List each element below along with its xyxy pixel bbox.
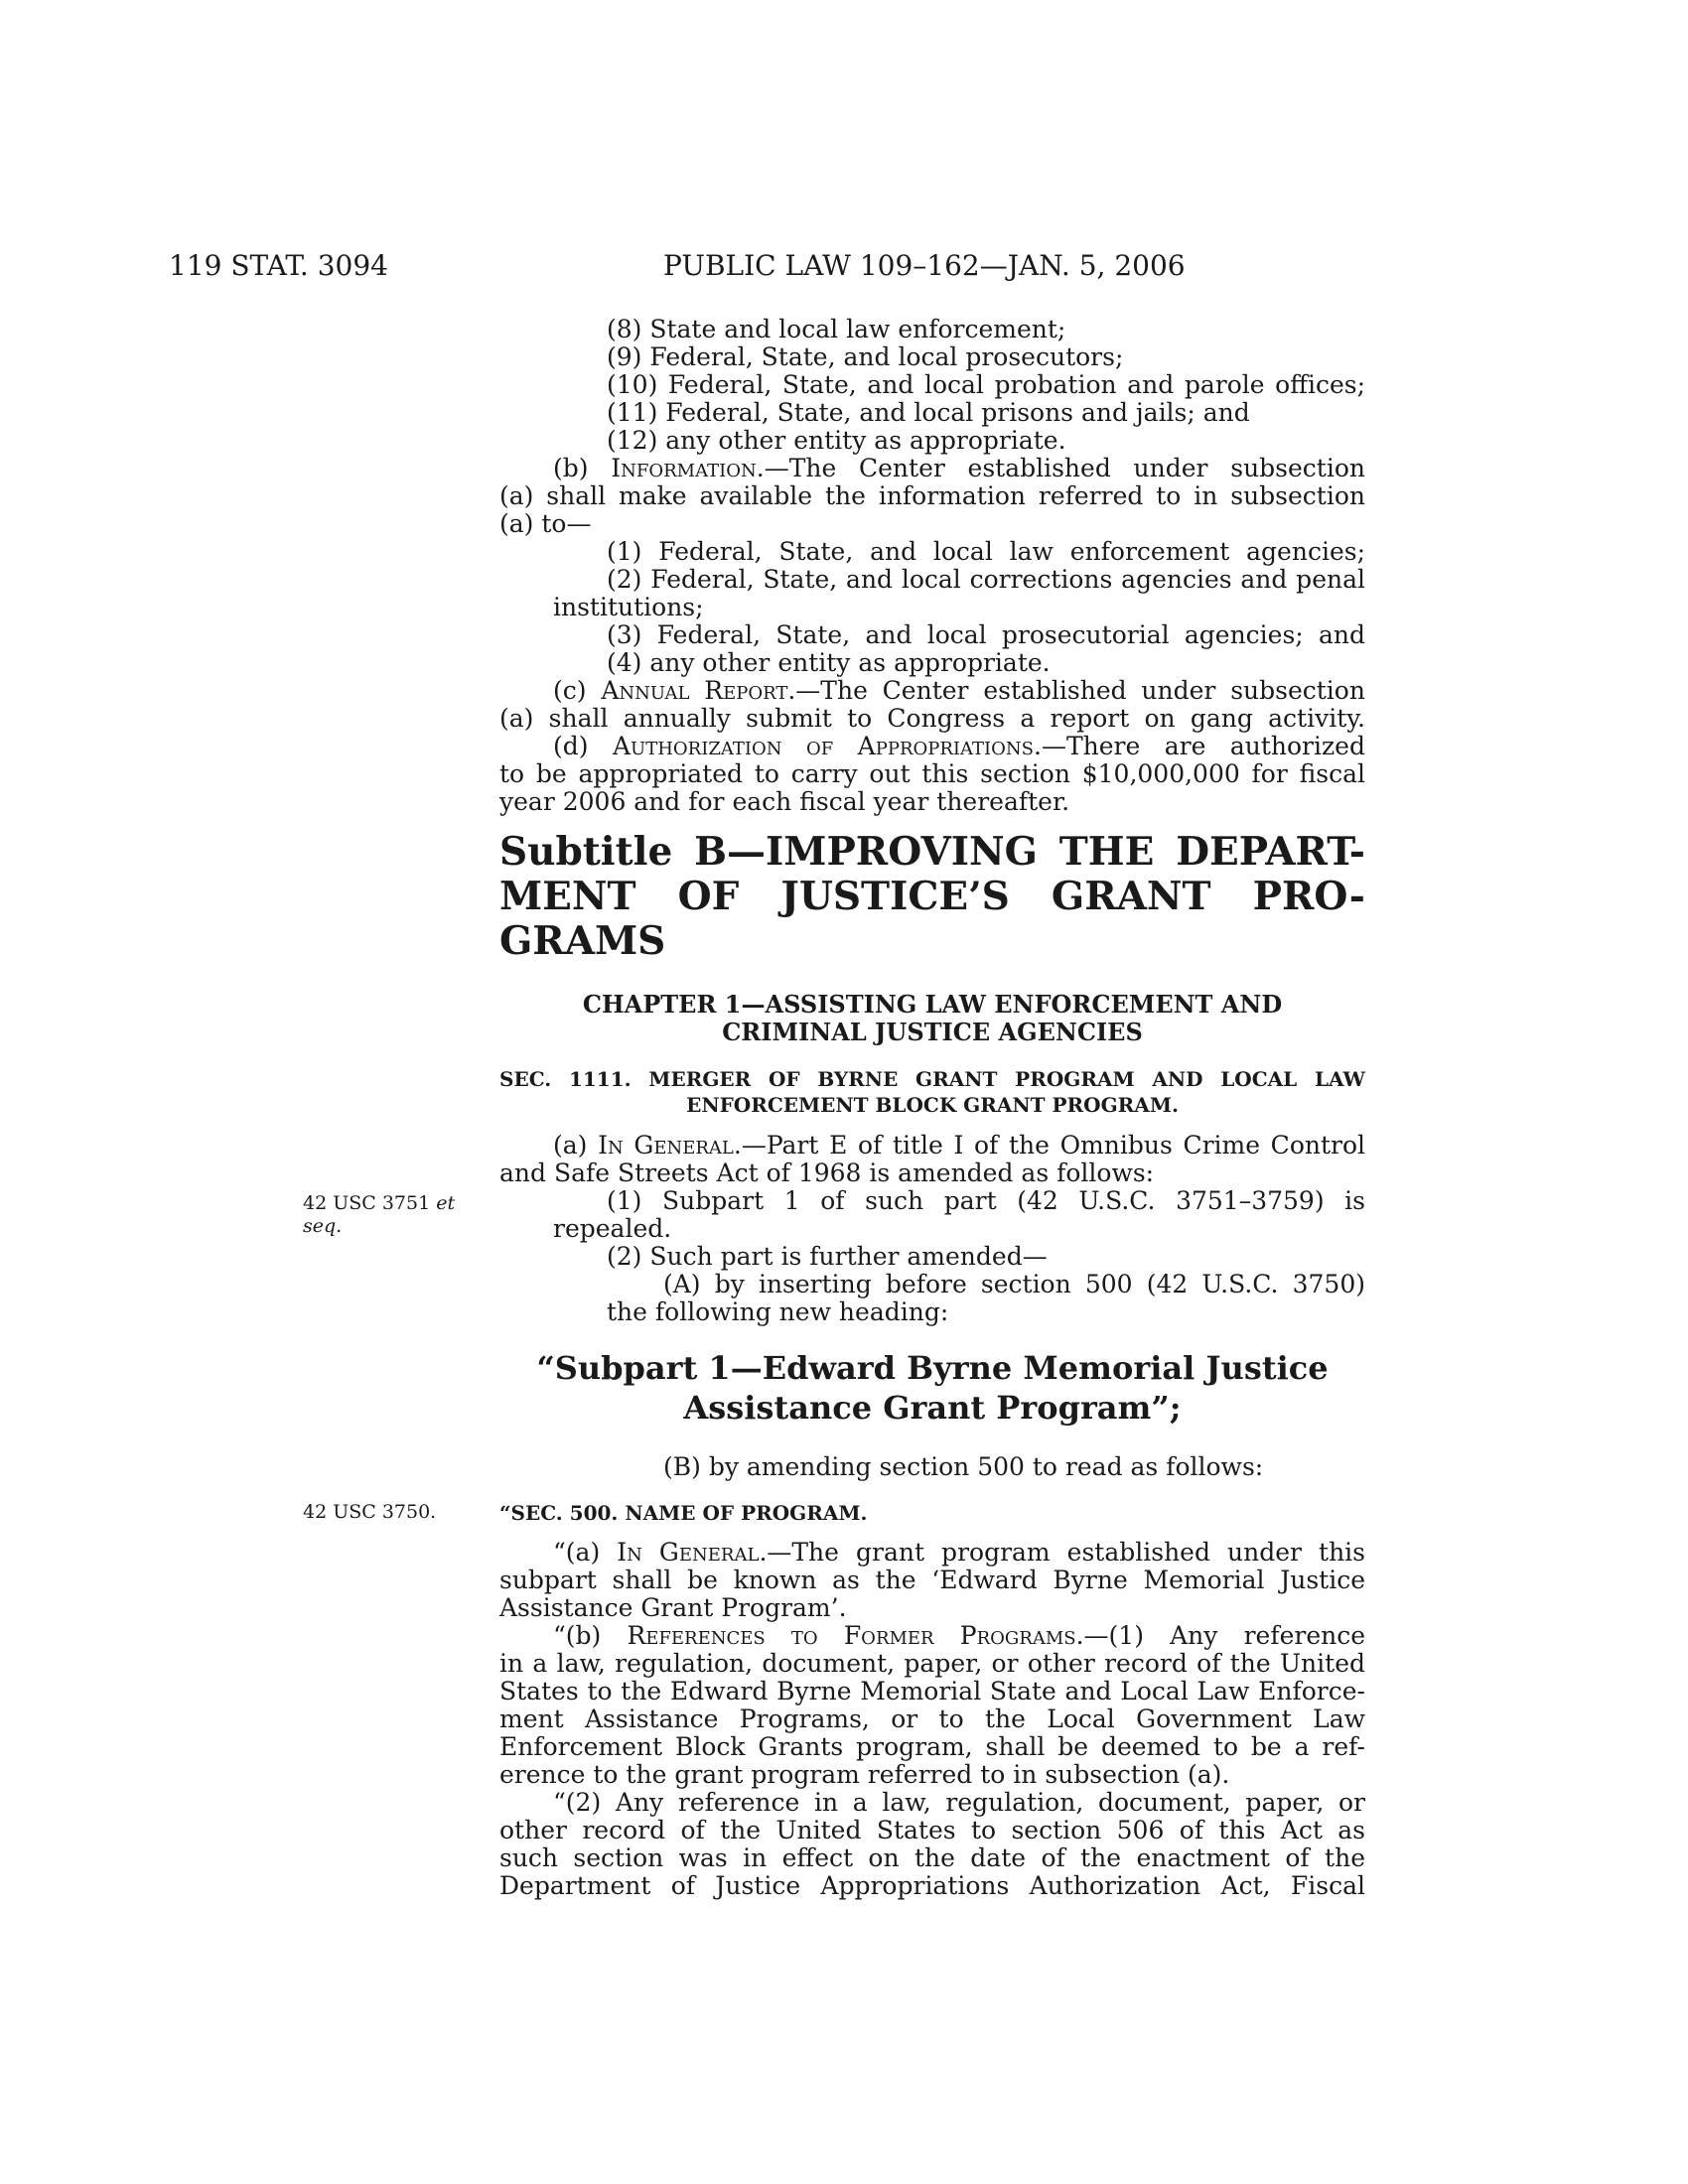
margin-note-citation (303, 1215, 342, 1237)
sec500-a-line: Assistance Grant Program’. (499, 1593, 847, 1622)
sec500-b-line (553, 1622, 1365, 1650)
section-heading-line: “SEC. 500. NAME OF PROGRAM. (499, 1501, 868, 1525)
subsection-lead: (b) (553, 454, 612, 482)
margin-note-italic: seq. (303, 1215, 343, 1237)
sec500-b-line: States to the Edward Byrne Memorial State and Local Law Enforce- (499, 1677, 1365, 1706)
subsection-lead: “(a) (553, 1538, 618, 1567)
margin-note-italic: et (436, 1192, 456, 1214)
subsection-heading: References to Former Programs (627, 1621, 1076, 1650)
chapter-heading-line: CHAPTER 1—ASSISTING LAW ENFORCEMENT AND (582, 990, 1283, 1019)
list-item: (9) Federal, State, and local prosecutors; (607, 342, 1124, 371)
subpart-heading-line: “Subpart 1—Edward Byrne Memorial Justice (536, 1349, 1329, 1387)
subsection-c-line (553, 677, 1365, 705)
subtitle-heading-line: MENT OF JUSTICE’S GRANT PRO- (499, 874, 1365, 919)
subsection-heading: In General (598, 1131, 734, 1160)
sec500-p2-line: such section was in effect on the date of the enactment of the (499, 1843, 1365, 1872)
paragraph-line: (B) by amending section 500 to read as follows: (663, 1452, 1264, 1481)
subsection-heading: Information (611, 454, 757, 482)
section-heading-line: ENFORCEMENT BLOCK GRANT PROGRAM. (686, 1093, 1179, 1117)
subsection-text: .—The Center established under subsection (756, 454, 1365, 482)
chapter-heading-line: CRIMINAL JUSTICE AGENCIES (722, 1018, 1143, 1046)
list-item: (2) Federal, State, and local corrections agencies and penal (607, 565, 1365, 594)
list-item: (8) State and local law enforcement; (607, 315, 1066, 343)
paragraph-line: (2) Such part is further amended— (607, 1242, 1048, 1271)
list-item: (1) Federal, State, and local law enforcement agencies; (607, 537, 1365, 566)
subsection-text: .—(1) Any reference (1075, 1621, 1366, 1650)
subsection-lead: “(b) (553, 1621, 628, 1650)
subtitle-heading-line: Subtitle B—IMPROVING THE DEPART- (499, 829, 1365, 875)
paragraph-line: repealed. (553, 1214, 672, 1243)
sec500-b-line: erence to the grant program referred to in subsection (a). (499, 1760, 1230, 1789)
sec500-a-line (553, 1539, 1365, 1567)
sec500-b-line: Enforcement Block Grants program, shall be deemed to be a ref- (499, 1732, 1365, 1761)
margin-note-text: 42 USC 3751 (303, 1192, 437, 1214)
paragraph-line: (1) Subpart 1 of such part (42 U.S.C. 3751–3759) is (607, 1186, 1365, 1215)
section-heading-line: SEC. 1111. MERGER OF BYRNE GRANT PROGRAM AND LOCAL LAW (499, 1067, 1365, 1091)
subsection-text: .—There are authorized (1034, 732, 1365, 760)
sec500-b-line: in a law, regulation, document, paper, or other record of the United (499, 1649, 1365, 1678)
subsection-b-line: (a) shall make available the information referred to in subsection (499, 481, 1365, 510)
subtitle-heading-line: GRAMS (499, 918, 666, 964)
subsection-text: .—The grant program established under this (759, 1538, 1366, 1567)
subsection-heading: Annual Report (601, 676, 788, 705)
subsection-heading: In General (617, 1538, 760, 1567)
subsection-text: .—The Center established under subsection (787, 676, 1365, 705)
subpart-heading-line: Assistance Grant Program”; (683, 1389, 1182, 1427)
sec500-a-line: subpart shall be known as the ‘Edward Byrne Memorial Justice (499, 1566, 1365, 1594)
sec1111-a-line: and Safe Streets Act of 1968 is amended as follows: (499, 1159, 1155, 1187)
subsection-b-line (553, 455, 1365, 482)
subsection-text: .—Part E of title I of the Omnibus Crime Control (733, 1131, 1366, 1160)
subsection-d-line (553, 733, 1365, 760)
list-item: (12) any other entity as appropriate. (607, 426, 1066, 455)
list-item: (3) Federal, State, and local prosecutorial agencies; and (607, 620, 1365, 649)
list-item: (11) Federal, State, and local prisons and jails; and (607, 398, 1250, 427)
subsection-lead: (d) (553, 732, 613, 760)
subsection-lead: (c) (553, 676, 602, 705)
sec500-b-line: ment Assistance Programs, or to the Local Government Law (499, 1705, 1365, 1733)
stat-citation: 119 STAT. 3094 (169, 249, 388, 282)
list-item: (10) Federal, State, and local probation and parole offices; (607, 370, 1365, 399)
margin-note-citation: 42 USC 3750. (303, 1501, 437, 1523)
paragraph-line: the following new heading: (607, 1297, 949, 1326)
subsection-d-line: year 2006 and for each fiscal year thereafter. (499, 787, 1070, 816)
paragraph-line: (A) by inserting before section 500 (42 U.S.C. 3750) (663, 1270, 1365, 1298)
sec500-p2-line: “(2) Any reference in a law, regulation, document, paper, or (553, 1788, 1365, 1817)
subsection-b-line: (a) to— (499, 509, 592, 538)
margin-note-citation (303, 1192, 455, 1214)
subsection-lead: (a) (553, 1131, 599, 1160)
running-header: PUBLIC LAW 109–162—JAN. 5, 2006 (663, 249, 1186, 282)
list-item: (4) any other entity as appropriate. (607, 648, 1051, 677)
sec500-p2-line: other record of the United States to section 506 of this Act as (499, 1816, 1365, 1844)
subsection-c-line: (a) shall annually submit to Congress a report on gang activity. (499, 704, 1365, 733)
sec1111-a-line (553, 1132, 1365, 1160)
list-item: institutions; (553, 593, 704, 621)
subsection-heading: Authorization of Appropriations (612, 732, 1034, 760)
subsection-d-line: to be appropriated to carry out this section $10,000,000 for fiscal (499, 759, 1365, 788)
sec500-p2-line: Department of Justice Appropriations Authorization Act, Fiscal (499, 1871, 1365, 1900)
